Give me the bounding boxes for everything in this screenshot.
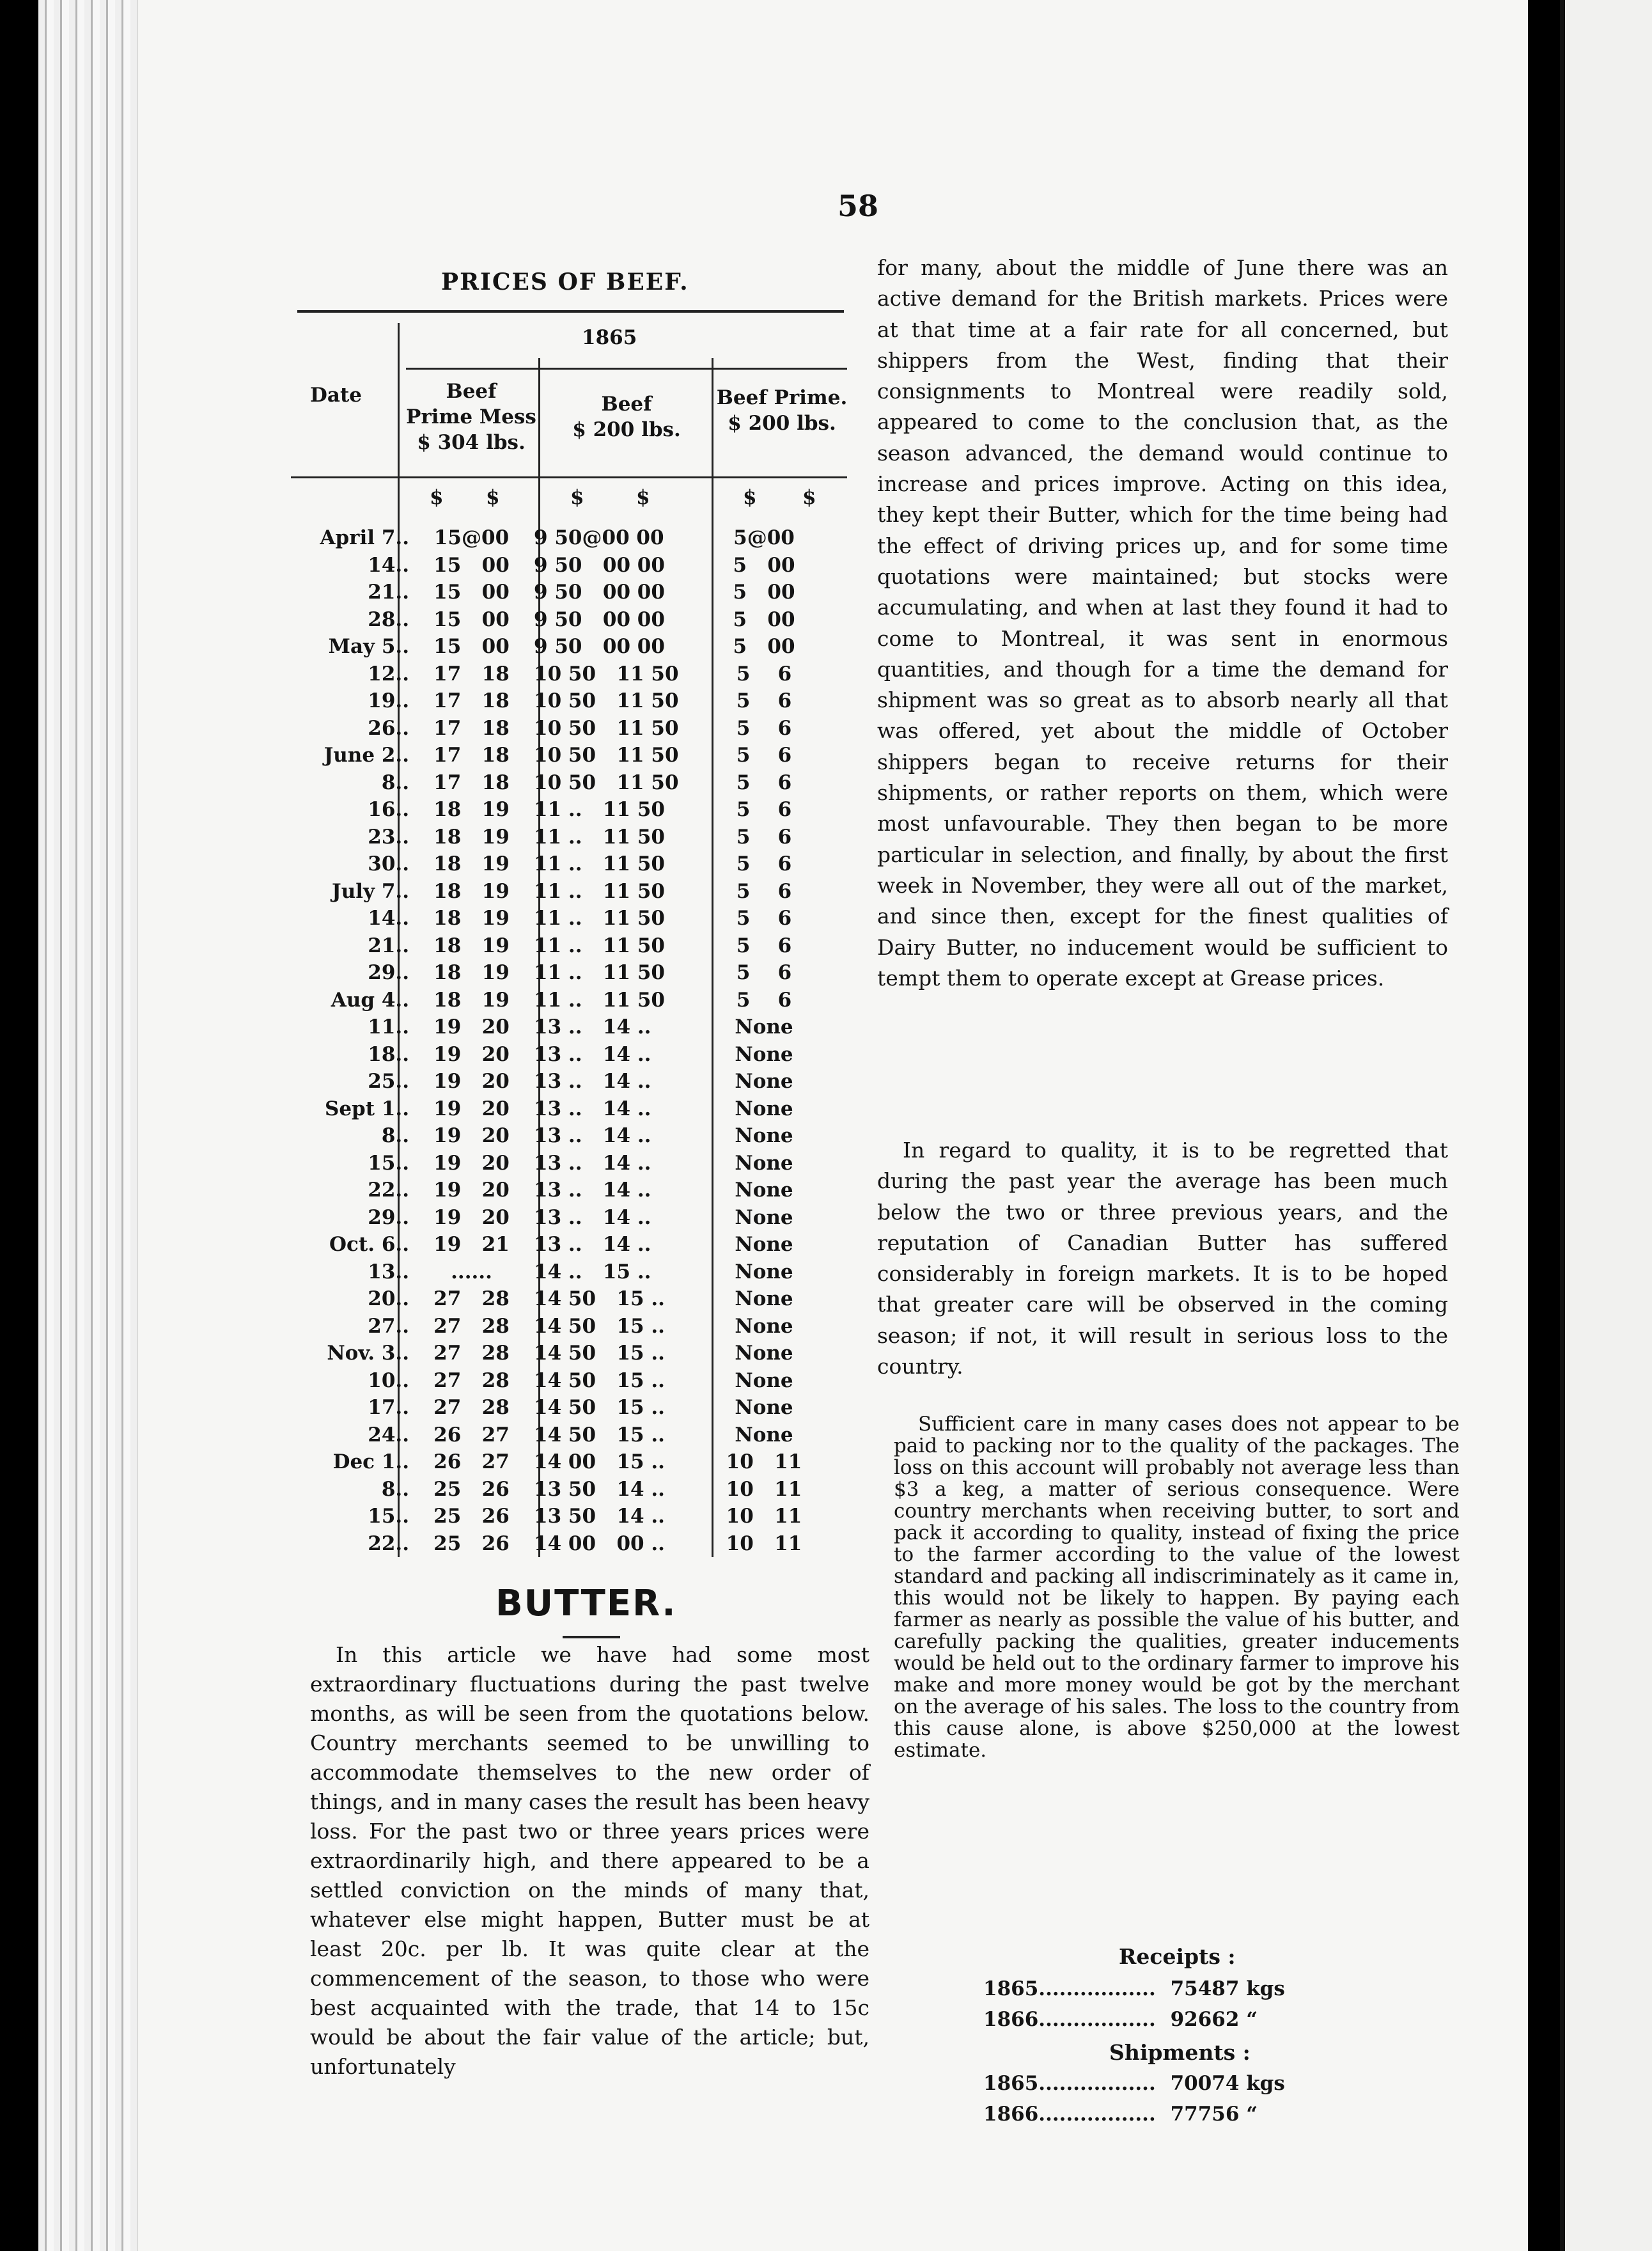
table-row [284,1530,825,1558]
table-row [284,905,825,932]
beef-prime-price: None [735,1151,793,1175]
beef-200-price: 11 .. 11 50 [534,798,665,821]
beef-200-price: 13 .. 14 .. [534,1124,651,1147]
row-date: 11.. [368,1016,409,1039]
row-date: 22.. [368,1532,409,1555]
prime-mess-price: 17 18 [433,744,510,767]
beef-200-price: 10 50 11 50 [534,771,679,794]
beef-prime-price: 5 6 [736,934,792,957]
beef-200-price: 13 .. 14 .. [534,1042,651,1066]
row-date: 29.. [368,961,409,984]
row-date: Sept 1.. [324,1097,409,1120]
beef-prime-price: None [735,1042,793,1066]
beef-200-header [543,391,710,443]
butter-paragraph-1: In this article we have had some most extraordinary fluctuations during the past twelve months, as will be seen from the quotations below. Country merchants seemed to be unwilling to accommodate themselves to the new order of things, and in many cases the result has been heavy loss. For the past two or three years prices were extraordinarily high, and there appeared to be a settled conviction on the minds of many that, whatever else might happen, Butter must be at least 20c. per lb. It was quite clear at the commencement of the season, to those who were best acquainted with the trade, that 14 to 15c would be about the fair value of the article; but, unfortunately [310,1642,869,2079]
row-date: 8.. [381,771,409,794]
page-number: 58 [838,189,879,223]
beef-prime-price: 5 6 [736,771,792,794]
shipments-heading: Shipments : [1109,2040,1251,2065]
table-row [284,769,825,797]
beef-prime-price: None [735,1070,793,1093]
beef-200-price: 9 50 00 00 [534,608,665,631]
receipts-row-1865 [983,1977,1285,2000]
beef-200-price: 13 .. 14 .. [534,1016,651,1039]
prime-mess-price: 19 20 [433,1070,510,1093]
butter-paragraph-2: for many, about the middle of June there was an active demand for the British markets. Prices were at that time at a fair rate for all concerned, but shippers from the West, finding that their consignments to Montreal were readily sold, appeared to come to the conclusion that, as the season advanced, the demand would continue to increase and prices improve. Acting on this idea, they kept their Butter, which for the time being had the effect of driving prices up, and for some time quotations were maintained; but stocks were accumulating, and when at last they found it had to come to Montreal, it was sent in enormous quantities, and though for a time the demand for shipment was so great as to absorb nearly all that was offered, yet about the middle of October shippers began to receive returns for their shipments, or rather reports on them, which were most unfavourable. They then began to be more particular in selection, and finally, by about the first week in November, they were all out of the market, and since then, except for the finest qualities of Dairy Butter, no inducement would be sufficient to tempt them to operate except at Grease prices. [877,255,1448,991]
prime-mess-price: 18 19 [433,907,510,930]
prime-mess-price: 25 26 [433,1532,510,1555]
row-date: 20.. [368,1287,409,1310]
beef-prime-price: None [735,1016,793,1039]
receipts-value: 92662 “ [1170,2008,1258,2031]
row-date: 29.. [368,1205,409,1229]
prime-mess-price: 17 18 [433,771,510,794]
row-date: 28.. [368,608,409,631]
beef-prime-price: None [735,1396,793,1419]
beef-prime-price: 5 6 [736,961,792,984]
table-row [284,687,825,715]
prime-mess-price: 18 19 [433,988,510,1012]
row-date: 13.. [368,1260,409,1283]
beef-200-price: 14 00 15 .. [534,1450,665,1473]
butter-section-title: BUTTER. [495,1583,677,1624]
dollar-sign: $ [636,486,650,509]
row-date: May 5.. [328,635,409,658]
table-row [284,1259,825,1286]
prime-mess-header-line2: Prime Mess [406,405,536,428]
beef-200-price: 14 50 15 .. [534,1396,665,1419]
table-row [284,1122,825,1150]
receipts-row-1866 [983,2008,1258,2031]
prime-mess-price: 27 28 [433,1342,510,1365]
prime-mess-price: 27 28 [433,1396,510,1419]
prime-mess-price: 17 18 [433,716,510,740]
receipts-year: 1866................. [983,2008,1156,2031]
beef-prime-price: 5@00 [733,526,795,549]
table-row [284,715,825,742]
prime-mess-price: 19 20 [433,1124,510,1147]
table-row [284,1313,825,1340]
prime-mess-header-line1: Beef [446,380,497,403]
beef-200-price: 14 50 15 .. [534,1369,665,1392]
row-date: 14.. [368,553,409,577]
row-date: 21.. [368,934,409,957]
beef-200-price: 13 .. 14 .. [534,1179,651,1202]
prime-mess-price: 19 20 [433,1016,510,1039]
beef-prime-price: 5 6 [736,798,792,821]
row-date: 15.. [368,1151,409,1175]
table-row [284,1204,825,1232]
row-date: 26.. [368,716,409,740]
header-bottom-rule [291,476,847,478]
prime-mess-price: 18 19 [433,879,510,903]
beef-prime-price: 10 11 [726,1505,802,1528]
beef-prime-price: 5 00 [733,581,795,604]
row-date: 14.. [368,907,409,930]
beef-200-price: 10 50 11 50 [534,716,679,740]
row-date: 10.. [368,1369,409,1392]
beef-prime-price: 5 6 [736,879,792,903]
shipments-value: 70074 kgs [1170,2072,1285,2095]
row-date: 21.. [368,581,409,604]
dollar-sign: $ [743,486,757,509]
beef-prime-price: 5 6 [736,716,792,740]
table-row [284,1340,825,1367]
beef-prime-price: None [735,1287,793,1310]
row-date: 8.. [381,1124,409,1147]
row-date: 27.. [368,1314,409,1338]
date-header [310,382,362,408]
dollar-sign: $ [430,486,444,509]
book-page-edges [38,0,147,2251]
shipments-value: 77756 “ [1170,2103,1258,2126]
beef-200-price: 13 .. 14 .. [534,1151,651,1175]
row-date: June 2.. [323,744,409,767]
beef-table-title: PRICES OF BEEF. [441,269,689,295]
beef-200-header-line2: $ 200 lbs. [572,418,681,441]
beef-200-price: 11 .. 11 50 [534,934,665,957]
prime-mess-price: 25 26 [433,1505,510,1528]
prime-mess-price: 25 26 [433,1477,510,1501]
beef-200-price: 14 .. 15 .. [534,1260,651,1283]
table-row [284,987,825,1014]
beef-prime-price: 5 6 [736,825,792,849]
table-row [284,1394,825,1422]
prime-mess-price: 15 00 [433,608,510,631]
beef-prime-price: 5 00 [733,608,795,631]
beef-prime-price: 5 00 [733,553,795,577]
row-date: 23.. [368,825,409,849]
beef-200-price: 13 .. 14 .. [534,1205,651,1229]
beef-prime-price: None [735,1423,793,1447]
prime-mess-price: 27 28 [433,1287,510,1310]
row-date: 25.. [368,1070,409,1093]
beef-prime-price: 10 11 [726,1477,802,1501]
beef-200-price: 13 .. 14 .. [534,1233,651,1256]
table-row [284,1177,825,1204]
beef-prime-price: 5 6 [736,744,792,767]
beef-price-table [284,524,825,1557]
shipments-row-1866 [983,2103,1258,2126]
table-row [284,742,825,769]
beef-200-price: 9 50 00 00 [534,635,665,658]
beef-200-price: 10 50 11 50 [534,662,679,686]
beef-200-price: 10 50 11 50 [534,744,679,767]
row-date: Aug 4.. [331,988,409,1012]
beef-200-price: 9 50@00 00 [534,526,664,549]
prime-mess-price: 27 28 [433,1314,510,1338]
table-row [284,932,825,960]
header-year-rule [406,368,847,370]
shipments-year: 1865................. [983,2072,1156,2095]
beef-prime-price: None [735,1233,793,1256]
beef-prime-price: 5 6 [736,662,792,686]
beef-prime-price: 10 11 [726,1450,802,1473]
table-row [284,1476,825,1503]
row-date: 15.. [368,1505,409,1528]
prime-mess-price: 18 19 [433,825,510,849]
row-date: Nov. 3.. [327,1342,409,1365]
table-row [284,1285,825,1313]
beef-prime-price: None [735,1124,793,1147]
row-date: 24.. [368,1423,409,1447]
beef-200-price: 13 50 14 .. [534,1505,665,1528]
prime-mess-price: 19 20 [433,1042,510,1066]
beef-prime-price: None [735,1342,793,1365]
beef-200-price: 13 .. 14 .. [534,1097,651,1120]
beef-200-price: 14 50 15 .. [534,1314,665,1338]
beef-prime-price: 10 11 [726,1532,802,1555]
table-row [284,1422,825,1449]
row-date: 8.. [381,1477,409,1501]
table-row [284,824,825,851]
table-row [284,1367,825,1395]
beef-prime-price: 5 00 [733,635,795,658]
prime-mess-price: ...... [451,1260,492,1283]
table-row [284,1041,825,1069]
prime-mess-price: 19 21 [433,1233,510,1256]
row-date: 19.. [368,689,409,712]
dollar-sign: $ [486,486,500,509]
beef-prime-header-line2: $ 200 lbs. [728,412,836,435]
date-header-label: Date [310,384,362,407]
row-date: 16.. [368,798,409,821]
table-row [284,579,825,606]
prime-mess-price: 19 20 [433,1151,510,1175]
prime-mess-price: 15 00 [433,635,510,658]
shipments-row-1865 [983,2072,1285,2095]
receipts-year: 1865................. [983,1977,1156,2000]
beef-200-price: 14 50 15 .. [534,1287,665,1310]
beef-200-price: 11 .. 11 50 [534,988,665,1012]
shipments-year: 1866................. [983,2103,1156,2126]
table-row [284,606,825,634]
prime-mess-price: 19 20 [433,1179,510,1202]
table-row [284,1068,825,1095]
beef-prime-price: 5 6 [736,988,792,1012]
prime-mess-price: 26 27 [433,1450,510,1473]
beef-200-price: 11 .. 11 50 [534,907,665,930]
beef-200-price: 14 50 15 .. [534,1423,665,1447]
row-date: 18.. [368,1042,409,1066]
beef-200-price: 11 .. 11 50 [534,825,665,849]
butter-paragraph-3: In regard to quality, it is to be regretted that during the past year the average has been much below the two or three previous years, and the reputation of Canadian Butter has suffered considerably in foreign markets. It is to be hoped that greater care will be observed in the coming season; if not, it will result in serious loss to the country. [877,1138,1448,1379]
prime-mess-header-line3: $ 304 lbs. [417,431,526,454]
table-row [284,552,825,579]
beef-200-price: 9 50 00 00 [534,581,665,604]
row-date: 17.. [368,1396,409,1419]
beef-prime-price: 5 6 [736,907,792,930]
dollar-sign: $ [802,486,816,509]
row-date: 30.. [368,852,409,875]
prime-mess-price: 19 20 [433,1205,510,1229]
beef-200-price: 11 .. 11 50 [534,852,665,875]
year-header: 1865 [582,326,637,349]
prime-mess-price: 18 19 [433,934,510,957]
row-date: 22.. [368,1179,409,1202]
table-row [284,524,825,552]
prime-mess-price: 19 20 [433,1097,510,1120]
prime-mess-price: 18 19 [433,852,510,875]
beef-200-header-line1: Beef [601,393,652,416]
table-row [284,1014,825,1041]
beef-200-price: 11 .. 11 50 [534,961,665,984]
butter-paragraph-4: Sufficient care in many cases does not appear to be paid to packing nor to the quality of the packages. The loss on this account will probably not average less than $3 a keg, a matter of serious consequence. Were country merchants when receiving butter, to sort and pack it according to quality, instead of fixing the price to the farmer according to the value of the lowest standard and packing all indiscriminately as it came in, this would not be likely to happen. By paying each farmer as nearly as possible the value of his butter, and carefully packing the qualities, greater inducements would be held out to the ordinary farmer to improve his make and more money would be got by the merchant on the average of his sales. The loss to the country from this cause alone, is above $250,000 at the lowest estimate. [894,1413,1460,1762]
prime-mess-price: 18 19 [433,961,510,984]
beef-prime-price: None [735,1097,793,1120]
table-top-rule [297,310,844,313]
table-row [284,661,825,688]
prime-mess-price: 17 18 [433,689,510,712]
table-row [284,959,825,987]
beef-200-price: 10 50 11 50 [534,689,679,712]
beef-200-price: 14 50 15 .. [534,1342,665,1365]
row-date: Dec 1.. [332,1450,409,1473]
row-date: 12.. [368,662,409,686]
dollar-sign: $ [570,486,584,509]
beef-prime-price: 5 6 [736,852,792,875]
beef-200-price: 13 50 14 .. [534,1477,665,1501]
beef-prime-price: None [735,1369,793,1392]
beef-200-price: 11 .. 11 50 [534,879,665,903]
prime-mess-price: 17 18 [433,662,510,686]
beef-prime-price: None [735,1314,793,1338]
table-row [284,633,825,661]
prime-mess-price: 26 27 [433,1423,510,1447]
table-row [284,1150,825,1177]
table-row [284,1095,825,1123]
row-date: April 7.. [320,526,409,549]
table-row [284,1231,825,1259]
table-row [284,1448,825,1476]
beef-prime-price: None [735,1179,793,1202]
beef-prime-header-line1: Beef Prime. [716,386,848,409]
receipts-value: 75487 kgs [1170,1977,1285,2000]
beef-prime-header [715,385,849,436]
row-date: July 7.. [332,879,409,903]
prime-mess-price: 27 28 [433,1369,510,1392]
beef-prime-price: 5 6 [736,689,792,712]
butter-title-rule [563,1636,620,1638]
beef-200-price: 14 00 00 .. [534,1532,665,1555]
beef-prime-price: None [735,1205,793,1229]
prime-mess-price: 15 00 [433,581,510,604]
row-date: Oct. 6.. [329,1233,409,1256]
table-row [284,878,825,906]
facing-page-edge [1560,0,1652,2251]
table-row [284,1503,825,1530]
prime-mess-header [404,379,538,455]
beef-200-price: 13 .. 14 .. [534,1070,651,1093]
receipts-heading: Receipts : [1119,1944,1236,1969]
prime-mess-price: 15@00 [433,526,510,549]
prime-mess-price: 18 19 [433,798,510,821]
beef-prime-price: None [735,1260,793,1283]
beef-table-body [284,524,825,1557]
beef-200-price: 9 50 00 00 [534,553,665,577]
table-row [284,796,825,824]
prime-mess-price: 15 00 [433,553,510,577]
table-row [284,851,825,878]
